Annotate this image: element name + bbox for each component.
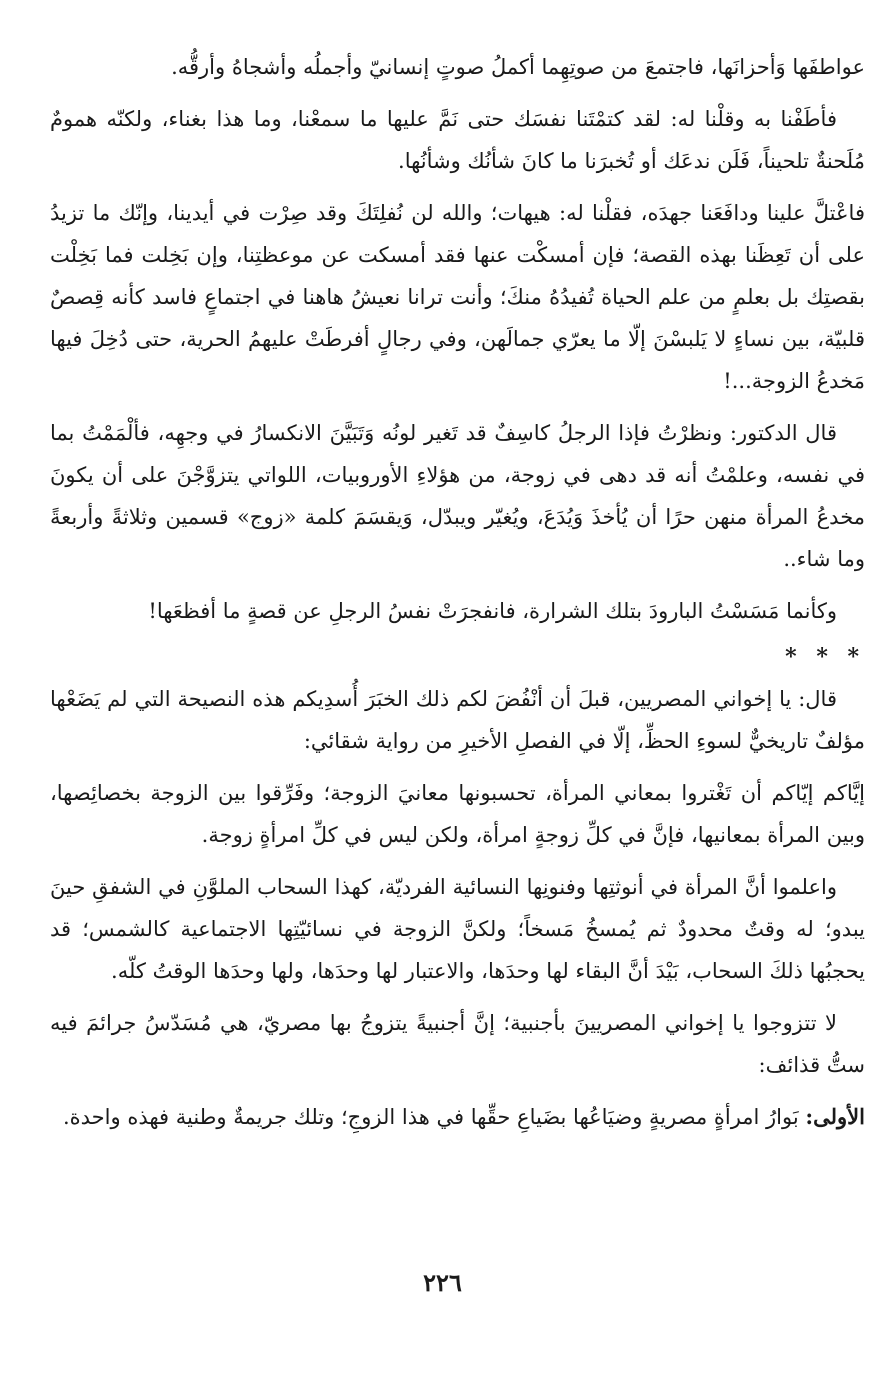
paragraph: واعلموا أنَّ المرأة في أنوثتِها وفنونِها النسائية الفرديّة، كهذا السحاب الملوَّنِ في الشفقِ حينَ يبدو؛ له وقتٌ محدودٌ ثم يُمسخُ مَسخاً؛ ولكنَّ الزوجة في نسائيّتِها الاجتماعية كالشمس؛ قد يحجبُها ذلكَ السحاب، بَيْدَ أنَّ البقاء لها وحدَها، والاعتبار لها وحدَها، ولها وحدَها الوقتُ كلّه. — [50, 875, 865, 983]
paragraph: فأطَفْنا به وقلْنا له: لقد كتمْتَنا نفسَك حتى نَمَّ عليها ما سمعْنا، وما هذا بغناء، ولكنّه همومٌ مُلَحنةٌ تلحيناً، فَلَن ندعَك أو تُخبرَنا ما كانَ شأنُك وشأنُها. — [50, 107, 865, 173]
page-number: ٢٢٦ — [423, 1268, 462, 1297]
section-separator: * * * — [785, 644, 865, 670]
paragraph: إيَّاكم إيّاكم أن تَغْتروا بمعاني المرأة، تحسبونها معانيَ الزوجة؛ وفَرِّقوا بين الزوجة بخصائِصها، وبين المرأة بمعانيها، فإنَّ في كلِّ زوجةٍ امرأة، ولكن ليس في كلِّ امرأةٍ زوجة. — [50, 781, 865, 847]
paragraph: قال: يا إخواني المصريين، قبلَ أن أنْفُضَ لكم ذلك الخبَرَ أُسدِيكم هذه النصيحة التي لم يَضَعْها مؤلفٌ تاريخيٌّ لسوءِ الحظِّ، إلّا في الفصلِ الأخيرِ من رواية شقائي: — [50, 687, 865, 753]
item-lead: الأولى: — [805, 1104, 865, 1129]
paragraph: فاعْتلَّ علينا ودافَعَنا جهدَه، فقلْنا له: هيهات؛ والله لن نُفلِتَكَ وقد صِرْت في أيدينا، وإنّك ما تزيدُ على أن تَعِظَنا بهذه القصة؛ فإن أمسكْت عنها فقد أمسكت عن موعظتِنا، وإن بَخِلت فما بَخِلْت بقصتِك بل بعلمٍ من علم الحياة تُفيدُهُ منكَ؛ وأنت ترانا نعيشُ هاهنا في اجتماعٍ فاسد كأنه قِصصٌ قلبيّة، بين نساءٍ لا يَلبسْنَ إلّا ما يعرّي جمالَهن، وفي رجالٍ أفرطَتْ عليهمُ الحرية، حتى دُخِلَ فيها مَخدعُ الزوجة...! — [50, 201, 865, 393]
paragraph: لا تتزوجوا يا إخواني المصريينَ بأجنبية؛ إنَّ أجنبيةً يتزوجُ بها مصريّ، هي مُسَدّسُ جرائمَ فيه ستُّ قذائف: — [50, 1011, 865, 1077]
paragraph: قال الدكتور: ونظرْتُ فإذا الرجلُ كاسِفٌ قد تَغير لونُه وَتَبَيَّنَ الانكسارُ في وجهِه، فألْمَمْتُ بما في نفسه، وعلمْتُ أنه قد دهى في زوجة، من هؤلاءِ الأوروبيات، اللواتي يتزوَّجْنَ على أن يكونَ مخدعُ المرأة منهن حرًا أن يُأخذَ وَيُدَعَ، ويُغيّر ويبدّل، وَيقسَمَ كلمة «زوج» قسمين وثلاثةً وأربعةً وما شاء.. — [50, 421, 865, 571]
paragraph: وكأنما مَسَسْتُ البارودَ بتلك الشرارة، فانفجرَتْ نفسُ الرجلِ عن قصةٍ ما أفظعَها! — [148, 599, 837, 623]
paragraph-first-item — [50, 1096, 865, 1138]
page-body — [50, 46, 865, 1148]
paragraph-continuation: عواطفَها وَأحزانَها، فاجتمعَ من صوتِهِما أكملُ صوتٍ إنسانيّ وأجملُه وأشجاهُ وأرقُّه. — [171, 55, 865, 79]
item-text: بَوارُ امرأةٍ مصريةٍ وضيَاعُها بضَياعِ حقِّها في هذا الزوجِ؛ وتلك جريمةٌ وطنية فهذه واحدة. — [62, 1105, 806, 1129]
